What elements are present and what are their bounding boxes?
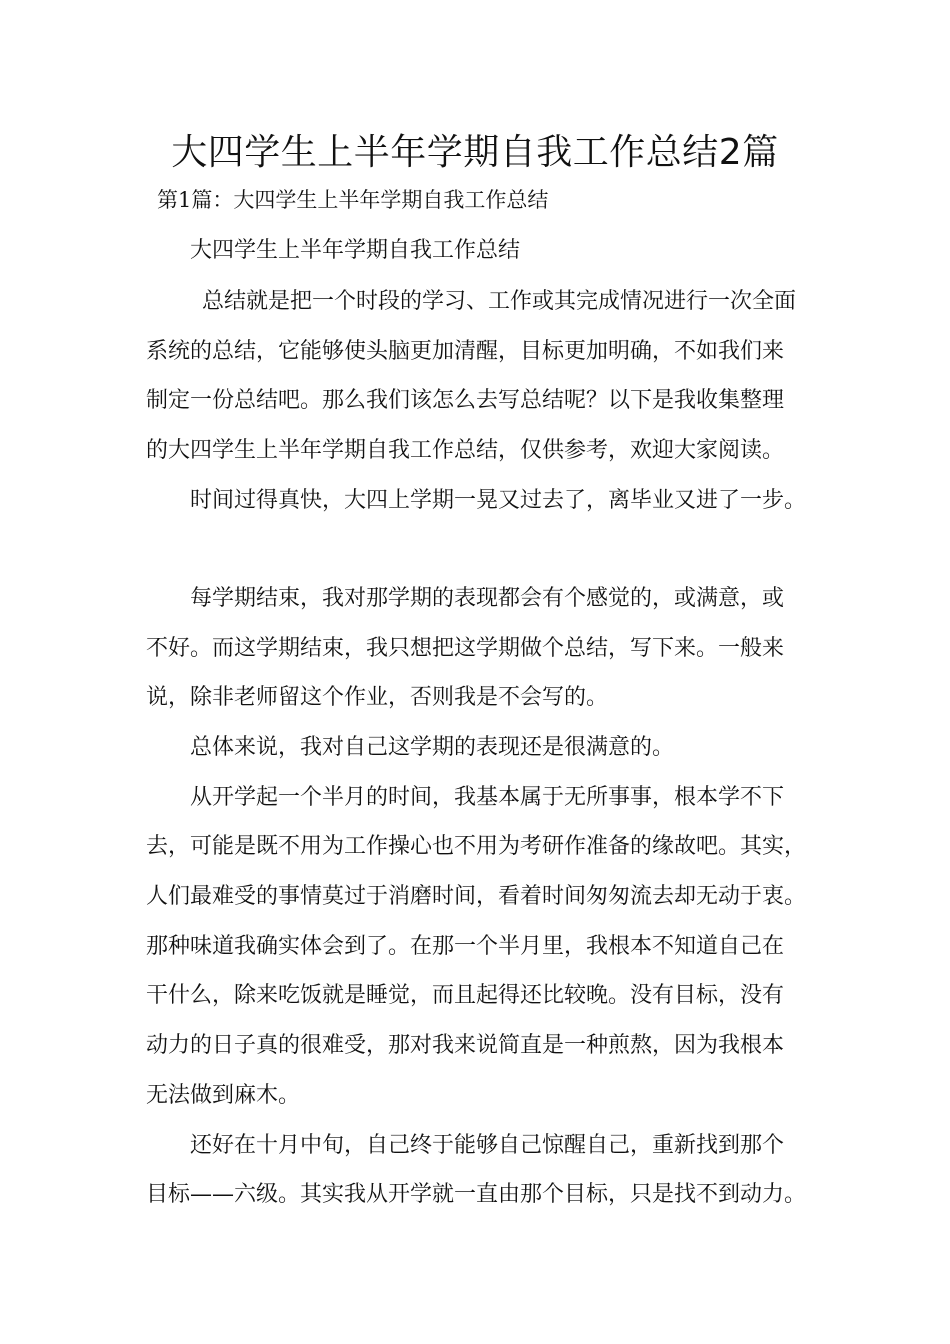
text-line: 从开学起一个半月的时间，我基本属于无所事事，根本学不下 (190, 785, 785, 810)
text-line: 的大四学生上半年学期自我工作总结，仅供参考，欢迎大家阅读。 (146, 438, 785, 463)
text-line: 总体来说，我对自己这学期的表现还是很满意的。 (190, 735, 675, 760)
text-line: 去，可能是既不用为工作操心也不用为考研作准备的缘故吧。其实， (146, 834, 807, 859)
document-title: 大四学生上半年学期自我工作总结2篇 (171, 132, 779, 173)
text-line: 不好。而这学期结束，我只想把这学期做个总结，写下来。一般来 (146, 636, 785, 661)
text-line: 干什么，除来吃饭就是睡觉，而且起得还比较晚。没有目标，没有 (146, 983, 785, 1008)
text-line: 系统的总结，它能够使头脑更加清醒，目标更加明确，不如我们来 (146, 339, 785, 364)
text-line: 总结就是把一个时段的学习、工作或其完成情况进行一次全面 (202, 289, 797, 314)
text-line: 那种味道我确实体会到了。在那一个半月里，我根本不知道自己在 (146, 934, 785, 959)
text-line: 还好在十月中旬，自己终于能够自己惊醒自己，重新找到那个 (190, 1133, 785, 1158)
text-line: 人们最难受的事情莫过于消磨时间，看着时间匆匆流去却无动于衷。 (146, 884, 807, 909)
text-line: 无法做到麻木。 (146, 1083, 301, 1108)
text-line: 目标——六级。其实我从开学就一直由那个目标，只是找不到动力。 (146, 1182, 807, 1207)
section-heading: 第1篇：大四学生上半年学期自我工作总结 (157, 188, 549, 212)
text-line: 时间过得真快，大四上学期一晃又过去了，离毕业又进了一步。 (190, 488, 807, 513)
article-title-line: 大四学生上半年学期自我工作总结 (190, 238, 521, 263)
text-line: 每学期结束，我对那学期的表现都会有个感觉的，或满意，或 (190, 586, 785, 611)
text-line: 制定一份总结吧。那么我们该怎么去写总结呢？以下是我收集整理 (146, 388, 785, 413)
text-line: 说，除非老师留这个作业，否则我是不会写的。 (146, 685, 609, 710)
text-line: 动力的日子真的很难受，那对我来说简直是一种煎熬，因为我根本 (146, 1033, 785, 1058)
